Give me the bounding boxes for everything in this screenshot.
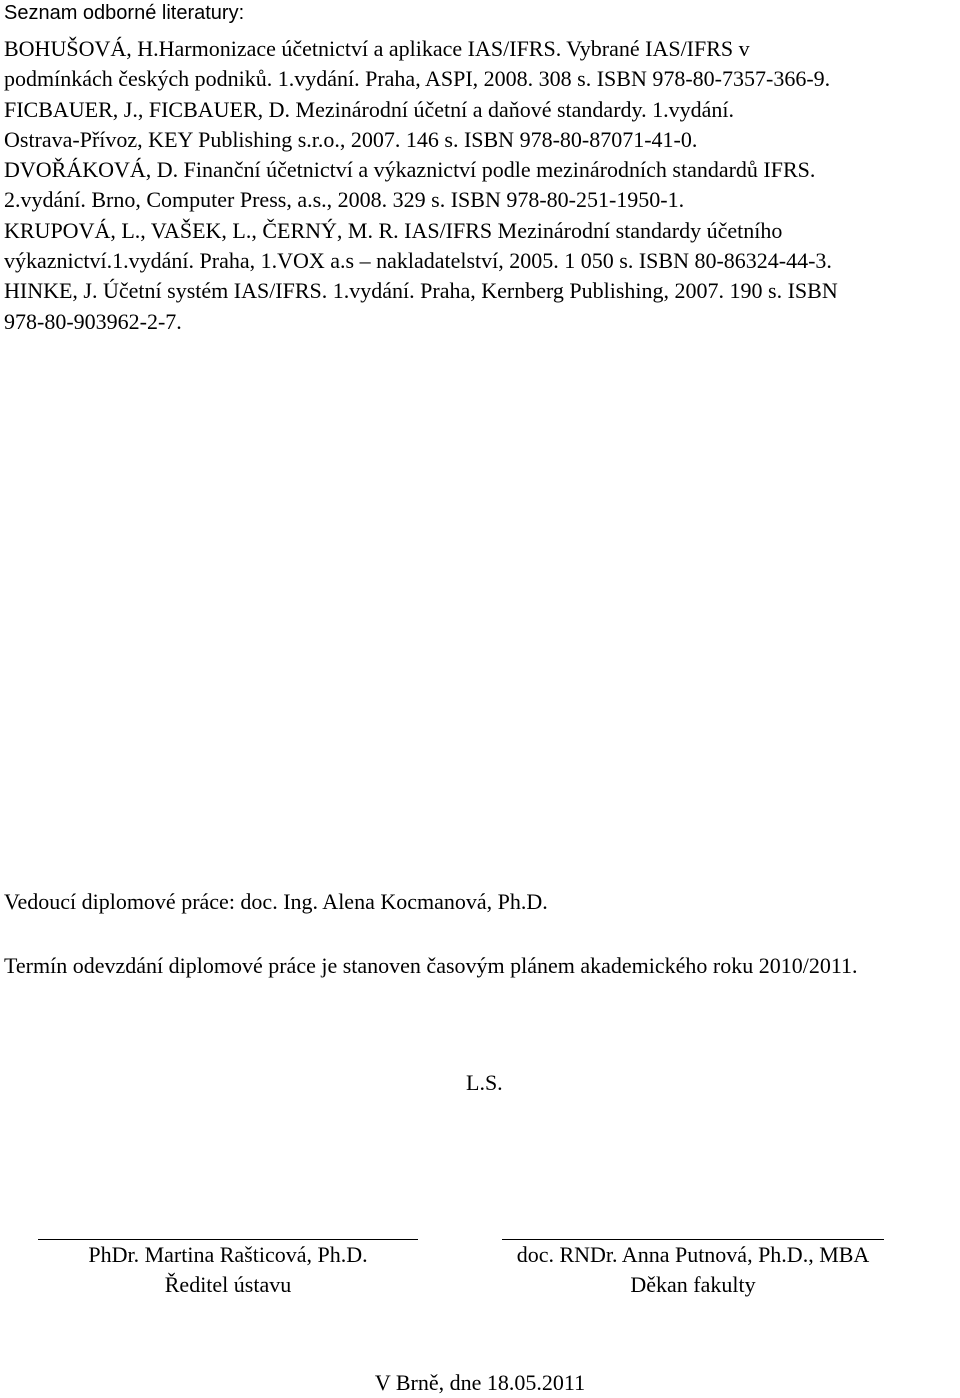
bibliography-list <box>4 34 838 337</box>
place-and-date: V Brně, dne 18.05.2011 <box>374 1370 586 1395</box>
signatory-role: Děkan fakulty <box>630 1272 756 1297</box>
bibliography-line: 978-80-903962-2-7. <box>4 308 182 334</box>
signatory-name: doc. RNDr. Anna Putnová, Ph.D., MBA <box>516 1242 870 1267</box>
signature-block-right <box>470 1240 916 1300</box>
bibliography-line: Ostrava-Přívoz, KEY Publishing s.r.o., 2007. 146 s. ISBN 978-80-87071-41-0. <box>4 126 698 152</box>
bibliography-line: výkaznictví.1.vydání. Praha, 1.VOX a.s – nakladatelství, 2005. 1 050 s. ISBN 80-86324-44-3. <box>4 248 832 274</box>
signatory-name: PhDr. Martina Rašticová, Ph.D. <box>88 1242 368 1267</box>
bibliography-line: 2.vydání. Brno, Computer Press, a.s., 2008. 329 s. ISBN 978-80-251-1950-1. <box>4 187 685 213</box>
bibliography-line: DVOŘÁKOVÁ, D. Finanční účetnictví a výkaznictví podle mezinárodních standardů IFRS. <box>4 157 816 183</box>
seal-mark: L.S. <box>466 1070 503 1095</box>
bibliography-heading: Seznam odborné literatury: <box>4 2 245 24</box>
signatory-role: Ředitel ústavu <box>164 1272 292 1297</box>
supervisor-line: Vedoucí diplomové práce: doc. Ing. Alena Kocmanová, Ph.D. <box>4 889 548 914</box>
deadline-line: Termín odevzdání diplomové práce je stanoven časovým plánem akademického roku 2010/2011. <box>4 953 858 978</box>
bibliography-line: podmínkách českých podniků. 1.vydání. Praha, ASPI, 2008. 308 s. ISBN 978-80-7357-366-9. <box>4 66 831 92</box>
signature-block-left <box>38 1240 418 1300</box>
bibliography-line: HINKE, J. Účetní systém IAS/IFRS. 1.vydání. Praha, Kernberg Publishing, 2007. 190 s. ISBN <box>4 278 838 304</box>
bibliography-line: BOHUŠOVÁ, H.Harmonizace účetnictví a aplikace IAS/IFRS. Vybrané IAS/IFRS v <box>4 36 750 61</box>
bibliography-line: KRUPOVÁ, L., VAŠEK, L., ČERNÝ, M. R. IAS/IFRS Mezinárodní standardy účetního <box>4 217 783 243</box>
bibliography-line: FICBAUER, J., FICBAUER, D. Mezinárodní účetní a daňové standardy. 1.vydání. <box>4 96 734 122</box>
